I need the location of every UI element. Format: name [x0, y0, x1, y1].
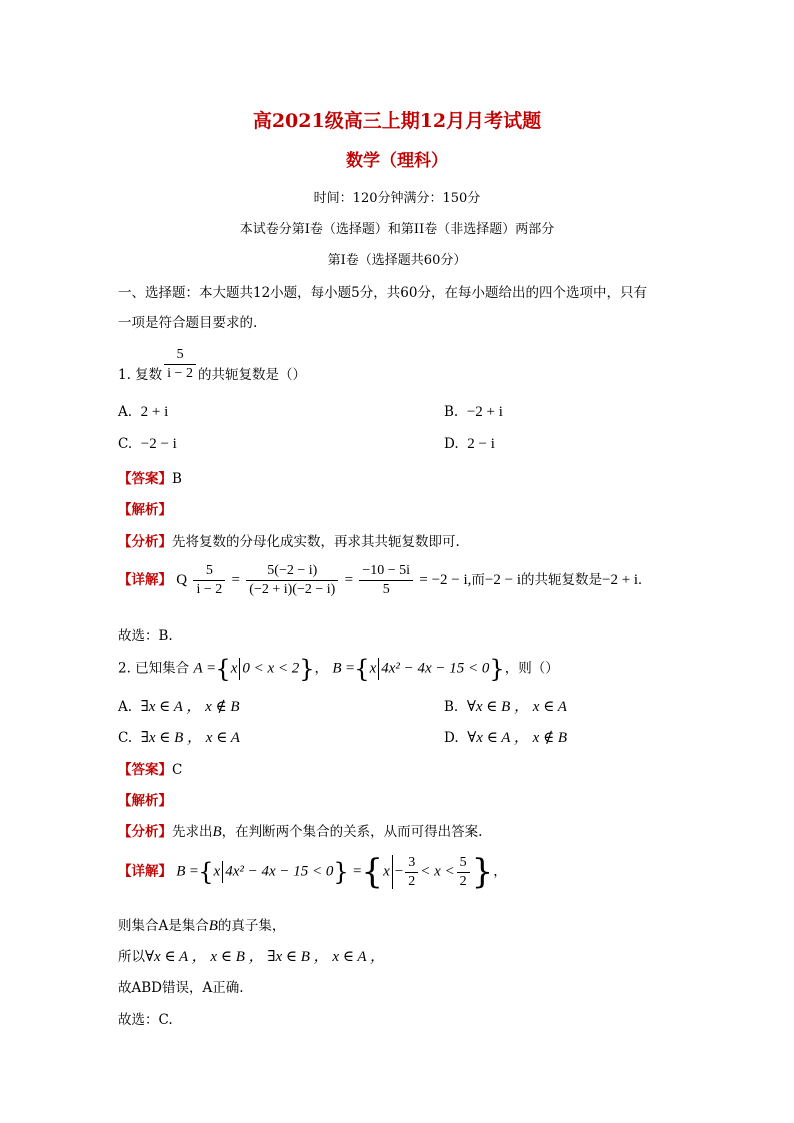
q2-option-a: A. ∃x ∈ A ， x ∉ B — [118, 699, 240, 715]
structure-info: 本试卷分第I卷（选择题）和第II卷（非选择题）两部分 — [239, 222, 555, 237]
left-brace: { — [215, 655, 231, 683]
q1-fraction: $\frac{5}{i - 2}$ — [164, 346, 196, 383]
section-intro-line2: 一项是符合题目要求的. — [118, 315, 258, 331]
q2-detail: 【详解】 B ={x 4x² − 4x − 15 < 0} ={x − $\frac{3}{2}$ < x < $\frac{5}{2}$ }， — [118, 852, 507, 892]
q2-fenxi: 【分析】先求出B，在判断两个集合的关系，从而可得出答案. — [118, 824, 483, 840]
q2-conclusion: 故选：C. — [118, 1012, 173, 1028]
part-info: 第I卷（选择题共60分） — [327, 253, 467, 268]
q1-option-a: A. 2 + i — [118, 404, 169, 420]
q1-detail: 【详解】 Q $\frac{5}{i - 2}$ = $\frac{5(-2 - i)}{(-2 + i)(-2 - i)}$ = $\frac{-10 - 5i}{5}$ = −2 − i,而−2 − i的共轭复数是−2 + i. — [118, 563, 642, 597]
q1-suffix: 的共轭复数是（） — [197, 367, 306, 383]
q1-answer: 【答案】B — [118, 471, 182, 487]
right-brace: } — [471, 852, 494, 892]
q1-fenxi: 【分析】先将复数的分母化成实数，再求其共轭复数即可. — [118, 534, 460, 550]
page-title: 高2021级高三上期12月月考试题 — [252, 110, 542, 132]
q2-analysis-tag: 【解析】 — [118, 793, 172, 809]
q2-line2: 所以∀x ∈ A ， x ∈ B ， ∃x ∈ B ， x ∈ A ， — [118, 949, 386, 965]
q2-option-d: D. ∀x ∈ A ， x ∉ B — [444, 730, 568, 746]
q1-analysis-tag: 【解析】 — [118, 502, 172, 518]
right-brace: } — [489, 655, 505, 683]
q1-option-b: B. −2 + i — [444, 404, 503, 420]
time-info: 时间：120分钟满分：150分 — [313, 191, 481, 206]
q2-option-c: C. ∃x ∈ B ， x ∈ A — [118, 730, 240, 746]
question-2: 2. 已知集合 A ={x 0 < x < 2}， B ={x 4x² − 4x − 15 < 0}，则（） — [118, 655, 559, 683]
left-brace: { — [361, 852, 384, 892]
question-1 — [118, 346, 306, 383]
right-brace: } — [299, 655, 315, 683]
left-brace: { — [198, 858, 214, 886]
q2-line1: 则集合A是集合B的真子集， — [118, 918, 286, 934]
q1-option-d: D. 2 − i — [444, 436, 495, 452]
q2-line3: 故ABD错误，A正确. — [118, 980, 244, 996]
q1-conclusion: 故选：B. — [118, 628, 173, 644]
q2-answer: 【答案】C — [118, 762, 183, 778]
section-intro-line1: 一、选择题：本大题共12小题，每小题5分，共60分，在每小题给出的四个选项中，只有 — [118, 285, 647, 301]
right-brace: } — [333, 858, 349, 886]
left-brace: { — [354, 655, 370, 683]
q2-option-b: B. ∀x ∈ B ， x ∈ A — [444, 699, 567, 715]
q1-option-c: C. −2 − i — [118, 436, 177, 452]
page-subtitle: 数学（理科） — [346, 151, 448, 171]
q1-prefix: 1. 复数 — [118, 367, 163, 383]
